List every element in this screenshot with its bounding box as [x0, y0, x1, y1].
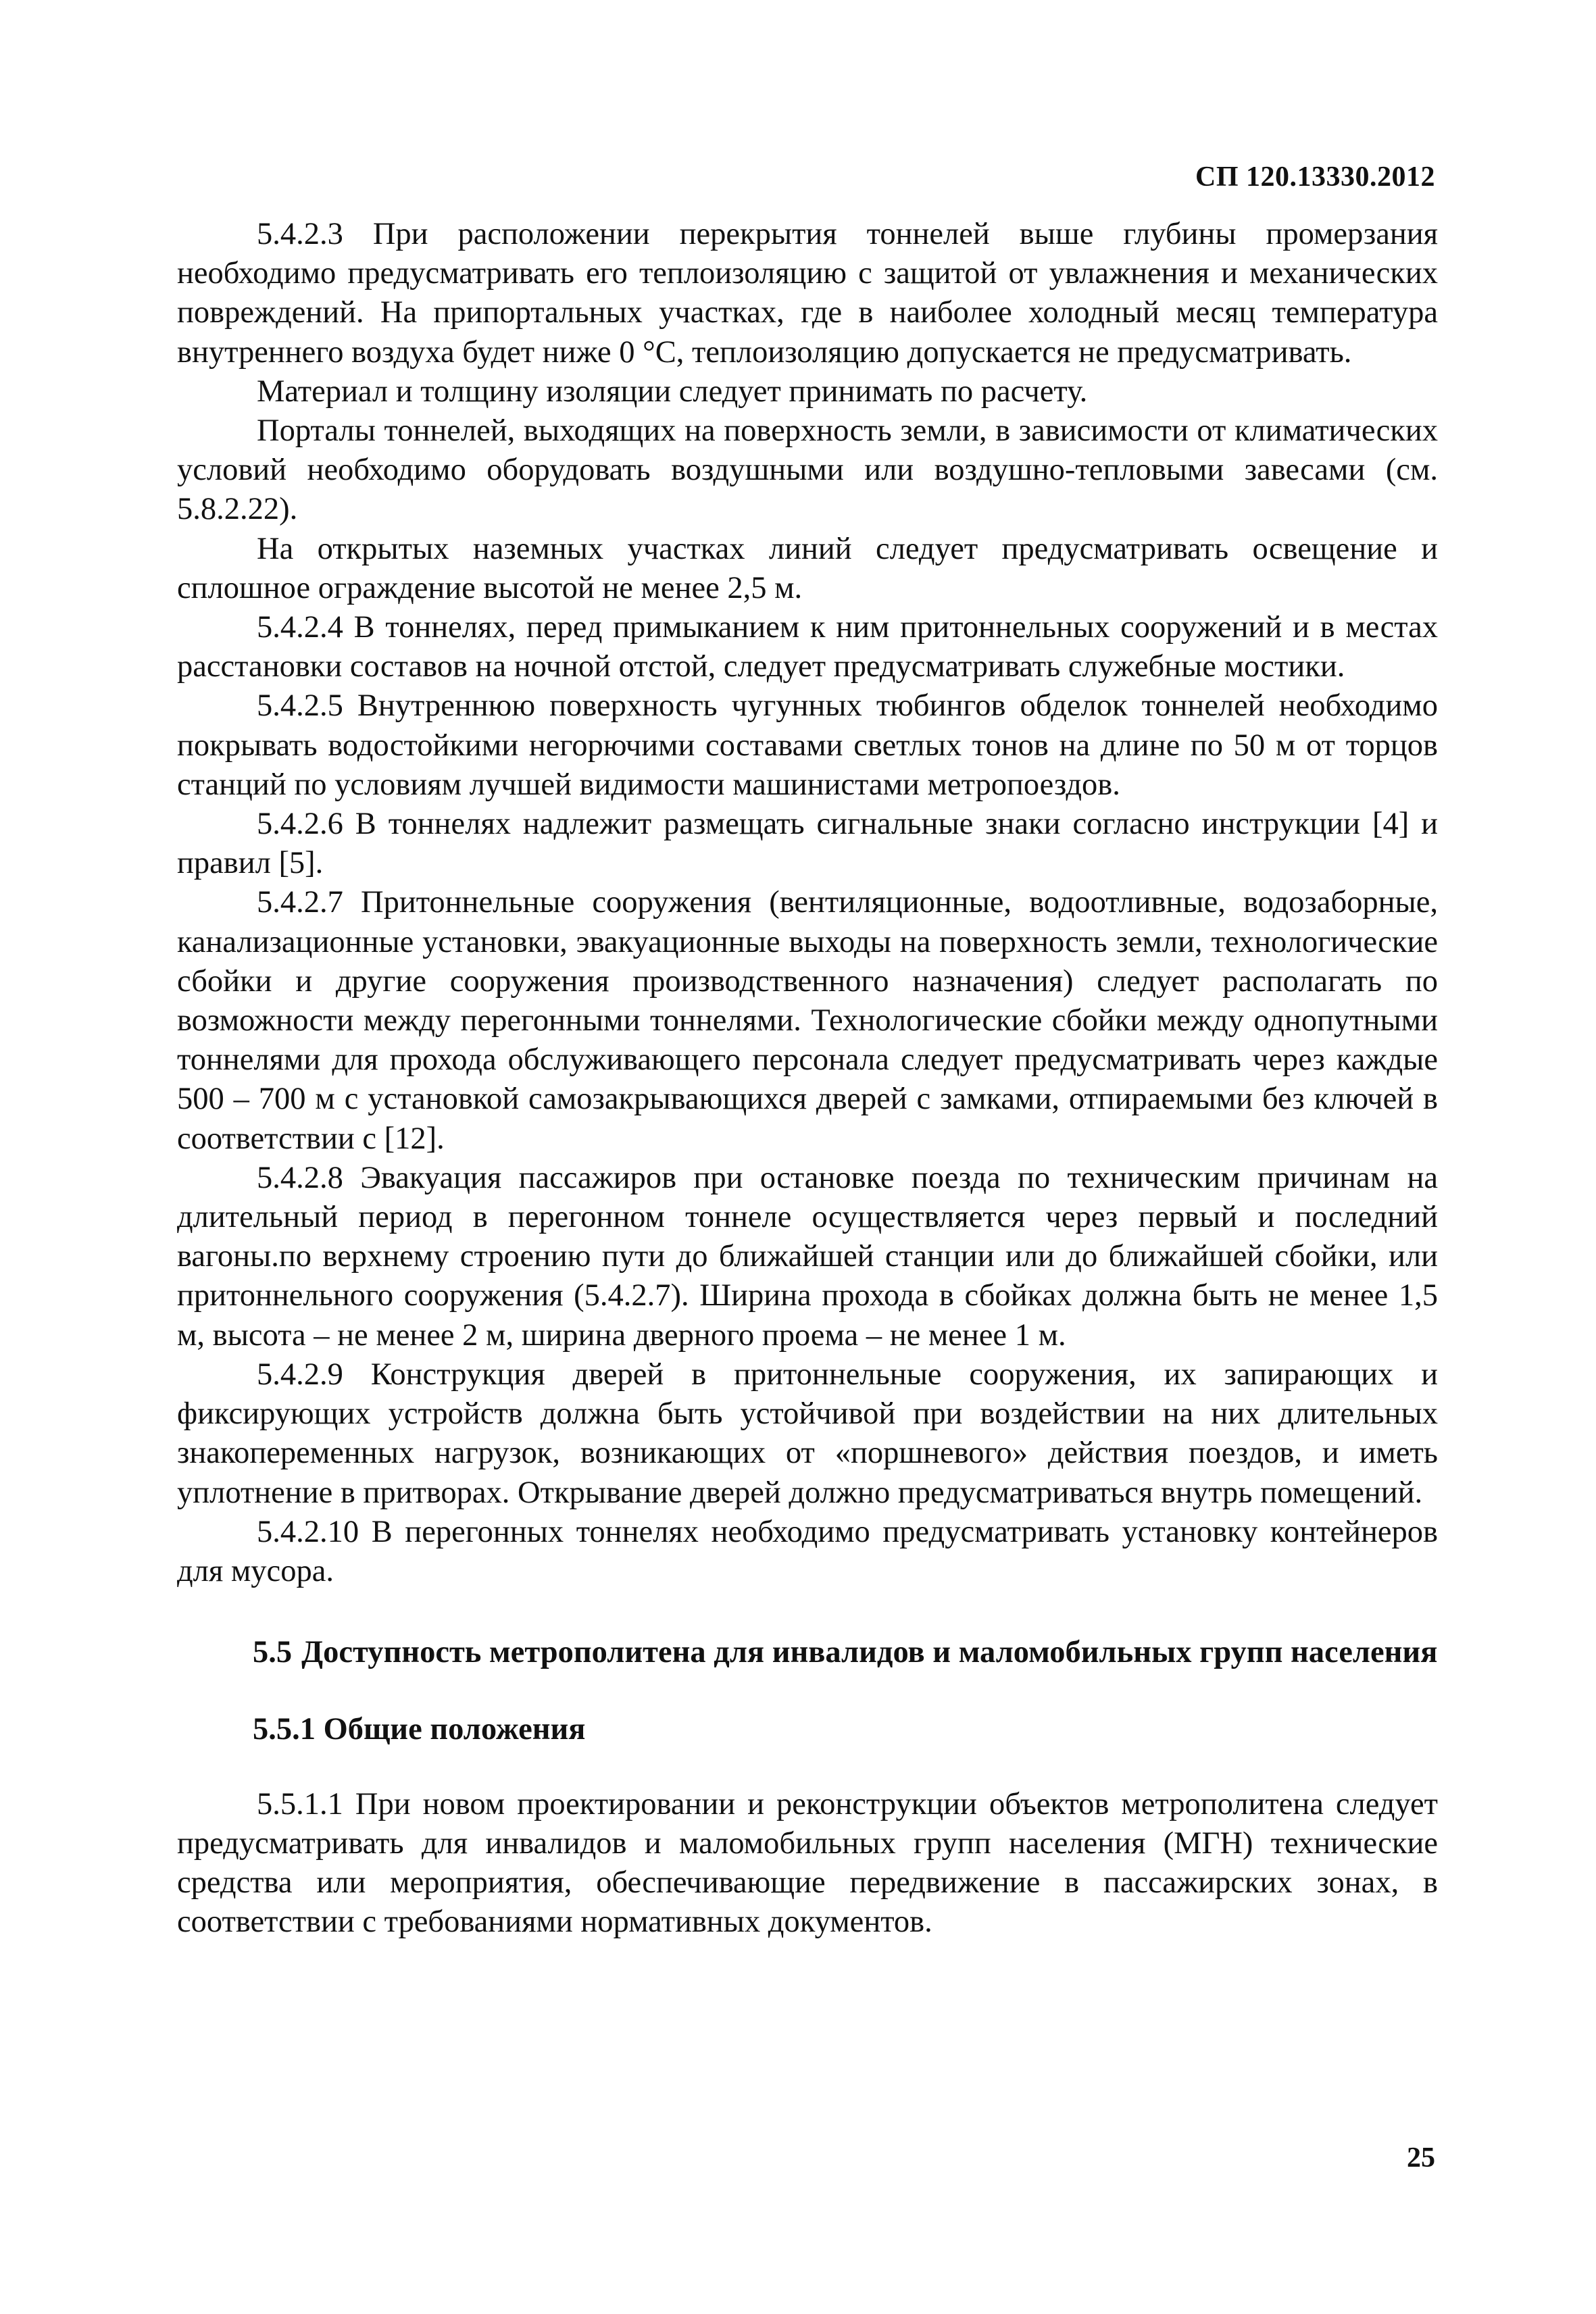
paragraph-tunnel-portals: Порталы тоннелей, выходящих на поверхность земли, в зависимости от климатических условий необходимо оборудовать воздушными или воздушно-тепловыми завесами (см. 5.8.2.22).: [177, 413, 1438, 527]
paragraph-5-4-2-7: 5.4.2.7 Притоннельные сооружения (вентиляционные, водоотливные, водозаборные, канализационные установки, эвакуационные выходы на поверхность земли, технологические сбойки и другие сооружения производственного назначения) следует располагать по возможности между перегонными тоннелями. Технологические сбойки между однопутными тоннелями для прохода обслуживающего персонала следует предусматривать через каждые 500 – 700 м с установкой самозакрывающихся дверей с замками, отпираемыми без ключей в соответствии с [12].: [177, 885, 1438, 1156]
subsection-heading-5-5-1: 5.5.1 Общие положения: [253, 1712, 586, 1747]
section-heading-5-5: [177, 1633, 1438, 1672]
paragraph-5-4-2-6: 5.4.2.6 В тоннелях надлежит размещать сигнальные знаки согласно инструкции [4] и правил [5].: [177, 807, 1438, 881]
paragraph-5-4-2-3: 5.4.2.3 При расположении перекрытия тоннелей выше глубины промерзания необходимо предусматривать его теплоизоляцию с защитой от увлажнения и механических повреждений. На припортальных участках, где в наиболее холодный месяц температура внутреннего воздуха будет ниже 0 °С, теплоизоляцию допускается не предусматривать.: [177, 217, 1438, 370]
document-body: [177, 215, 1438, 1942]
paragraph-5-5-1-1: 5.5.1.1 При новом проектировании и реконструкции объектов метрополитена следует предусматривать для инвалидов и маломобильных групп населения (МГН) технические средства или мероприятия, обеспечивающие передвижение в пассажирских зонах, в соответствии с требованиями нормативных документов.: [177, 1786, 1438, 1940]
page-number: 25: [1407, 2142, 1435, 2173]
section-number: 5.5: [253, 1635, 293, 1670]
paragraph-5-4-2-8: 5.4.2.8 Эвакуация пассажиров при остановке поезда по техническим причинам на длительный период в перегонном тоннеле осуществляется через первый и последний вагоны.по верхнему строению пути до ближайшей станции или до ближайшей сбойки, или притоннельного сооружения (5.4.2.7). Ширина прохода в сбойках должна быть не менее 1,5 м, высота – не менее 2 м, ширина дверного проема – не менее 1 м.: [177, 1160, 1438, 1353]
section-title: Доступность метрополитена для инвалидов и маломобильных групп населения: [301, 1635, 1438, 1670]
paragraph-5-4-2-5: 5.4.2.5 Внутреннюю поверхность чугунных тюбингов обделок тоннелей необходимо покрывать водостойкими негорючими составами светлых тонов на длине по 50 м от торцов станций по условиям лучшей видимости машинистами метропоездов.: [177, 688, 1438, 802]
document-code: СП 120.13330.2012: [1195, 161, 1435, 193]
paragraph-5-4-2-9: 5.4.2.9 Конструкция дверей в притоннельные сооружения, их запирающих и фиксирующих устройств должна быть устойчивой при воздействии на них длительных знакопеременных нагрузок, возникающих от «поршневого» действия поездов, и иметь уплотнение в притворах. Открывание дверей должно предусматриваться внутрь помещений.: [177, 1357, 1438, 1510]
paragraph-5-4-2-10: 5.4.2.10 В перегонных тоннелях необходимо предусматривать установку контейнеров для мусора.: [177, 1514, 1438, 1588]
paragraph-insulation-material: Материал и толщину изоляции следует принимать по расчету.: [257, 374, 1088, 409]
paragraph-5-4-2-4: 5.4.2.4 В тоннелях, перед примыканием к ним притоннельных сооружений и в местах расстановки составов на ночной отстой, следует предусматривать служебные мостики.: [177, 610, 1438, 684]
paragraph-open-sections: На открытых наземных участках линий следует предусматривать освещение и сплошное ограждение высотой не менее 2,5 м.: [177, 531, 1438, 605]
